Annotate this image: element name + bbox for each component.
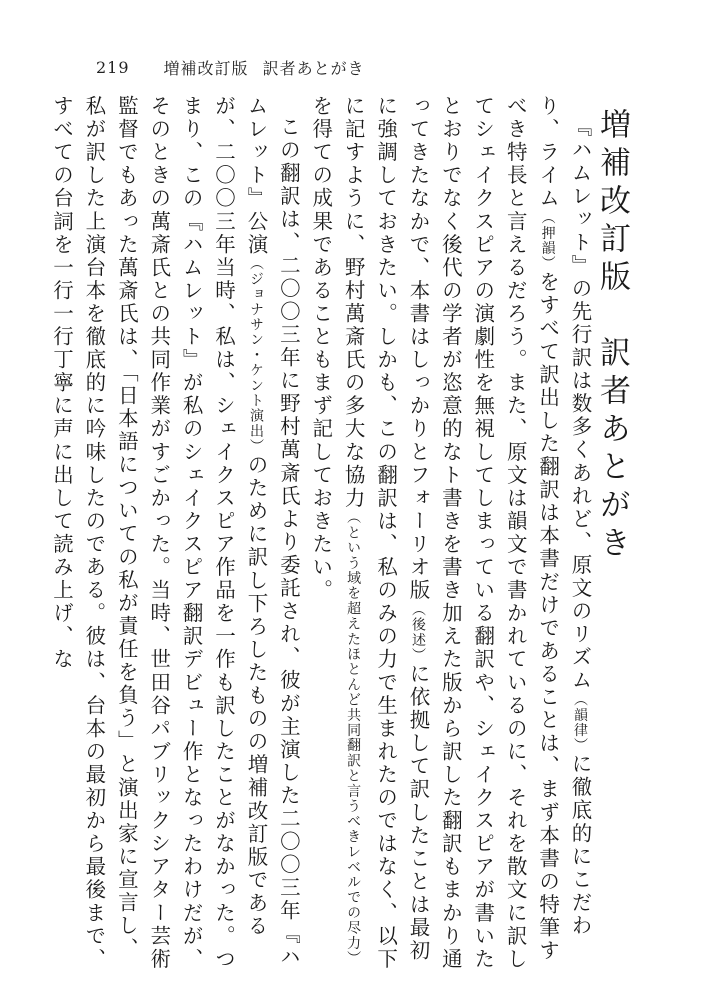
header-chapter-name: 訳者あとがき: [262, 58, 365, 78]
page-number: 219: [96, 57, 130, 77]
p1-annotation-cooperation: （という域を超えたほとんど共同翻訳と言うべきレベルでの尽力）: [345, 509, 362, 966]
p1-run-1: 『ハムレット』の先行訳は数多くあれど、原文のリズム: [568, 115, 592, 692]
p1-annotation-rhythm: （韻律）: [572, 691, 588, 753]
running-header: [96, 52, 365, 82]
p1-run-2: に徹底的にこだわり、ライム: [535, 95, 592, 937]
chapter-title-part1: 増補改訂版: [594, 108, 630, 298]
paragraph-2: [45, 95, 304, 975]
p1-run-3: をすべて訳出した翻訳は本書だけであることは、まず本書の特筆すべき特長と言えるだろう。また、原文は韻文で書かれているのに、それを散文に訳してシェイクスピアの演劇性を無視してしまっている翻訳や、シェイクスピアが書いたとおりでなく後代の学者が恣意的なト書きを書き加えた版から訳した翻訳もまかり通ってきたなかで、本書はしっかりとフォーリオ版: [405, 95, 560, 971]
p2-run-1: この翻訳は、二〇〇三年に野村萬斎氏より委託され、彼が主演した二〇〇三年『ハムレット』公演: [243, 95, 301, 969]
p1-annotation-later: （後述）: [409, 602, 426, 663]
chapter-title: [590, 108, 634, 748]
paragraph-1: [304, 95, 596, 975]
p1-run-4: に依拠して訳したことは最初に強調しておきたい。しかも、この翻訳は、私のみの力で生まれたのではなく、以下に記すように、野村萬斎氏の多大な協力: [341, 95, 430, 971]
body-text: [49, 95, 596, 975]
p1-run-5: を得ての成果であることもまず記しておきたい。: [308, 95, 333, 603]
p2-annotation-director: （ジョナサン・ケント演出）: [247, 256, 264, 454]
chapter-title-part2: 訳者あとがき: [594, 336, 630, 564]
p2-run-2: のために訳し下ろしたものの増補改訂版であるが、二〇〇三年当時、私は、シェイクスピア作品を一作も訳したことがなかった。つまり、この『ハムレット』が私のシェイクスピア翻訳デビュー作となったわけだが、そのときの萬斎氏との共同作業がすごかった。当時、世田谷パブリックシアター芸術監督でもあった萬斎氏は、「日本語についての私が責任を負う」と演出家に宣言し、私が訳した上演台本を徹底的に吟味したのである。彼は、台本の最初から最後まで、すべての台詞を一行一行丁寧に声に出して読み上げ、な: [49, 95, 268, 971]
p1-annotation-rhyme: （押韻）: [539, 210, 556, 272]
header-section-title: 増補改訂版: [163, 58, 249, 78]
title-gap: [612, 298, 613, 336]
